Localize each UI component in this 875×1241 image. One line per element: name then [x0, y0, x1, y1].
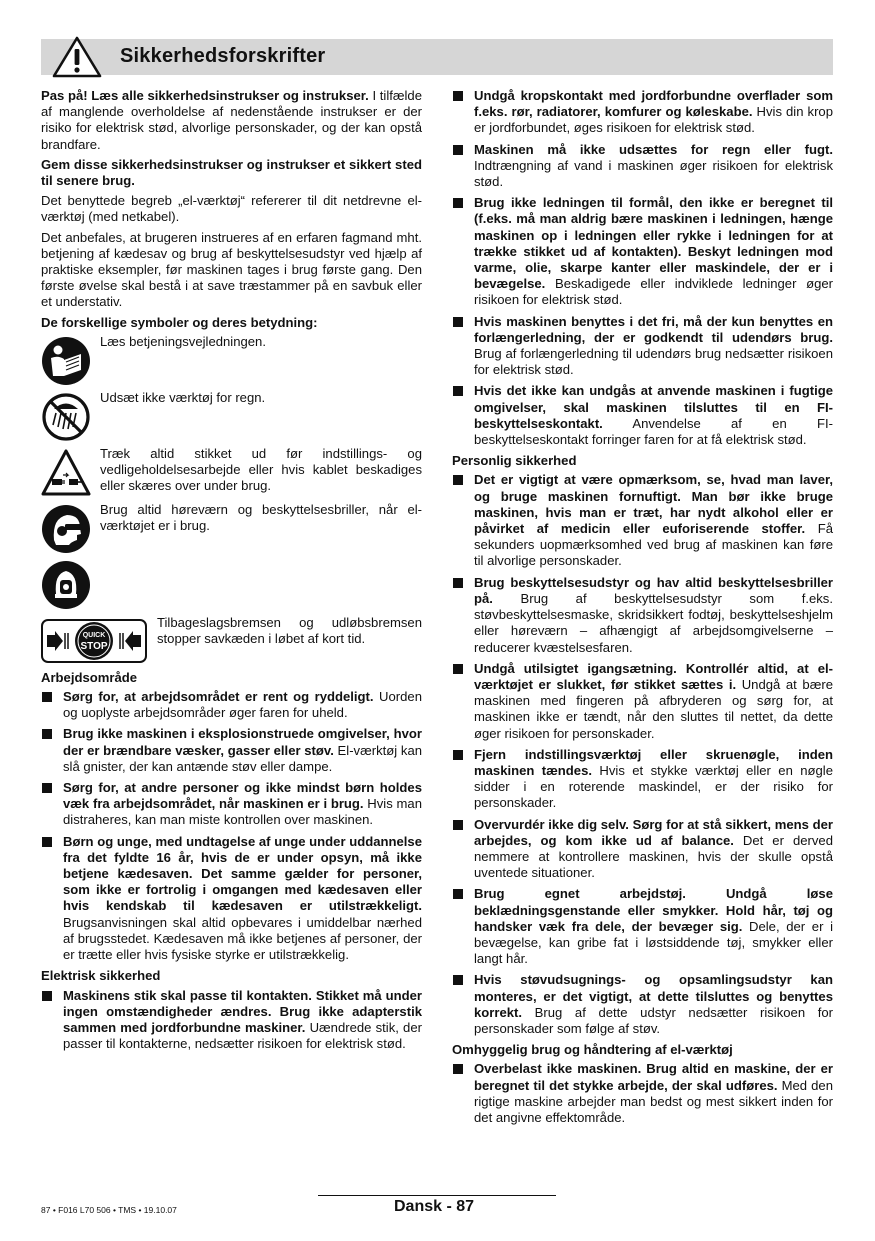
- symbol-text: Tilbageslagsbremsen og udløbsbremsen stopper savkæden i løbet af kort tid.: [157, 614, 422, 647]
- item-lead: Brug ikke ledningen til formål, den ikke er beregnet til (f.eks. må man aldrig bære maskinen i ledningen, hænge maskinen op i ledningen eller rykke i ledningen for at trække stikket ud af kontakten). Beskyt ledningen mod varme, olie, skarpe kanter eller maskindele, der er i bevægelse.: [474, 195, 833, 292]
- list-item: [452, 575, 833, 656]
- page-title: Sikkerhedsforskrifter: [120, 45, 326, 67]
- list-item: [452, 1061, 833, 1126]
- square-bullet-icon: [453, 750, 463, 760]
- ear-eye-protection-icon: [41, 504, 91, 554]
- intro-section: [41, 88, 422, 311]
- symbols-heading: De forskellige symboler og deres betydning:: [41, 314, 318, 330]
- item-text: Beskadigede eller indviklede ledninger øger risikoen for elektrisk stød.: [474, 276, 833, 308]
- square-bullet-icon: [42, 991, 52, 1001]
- item-lead: Brug ikke maskinen i eksplosionstruede omgivelser, hvor der er brændbare væsker, gasser eller støv.: [63, 726, 422, 758]
- intro-paragraph: [41, 193, 422, 225]
- footer-code: 87 • F016 L70 506 • TMS • 19.10.07: [41, 1205, 177, 1215]
- list-item: [452, 314, 833, 379]
- unplug-warning-icon: [41, 448, 91, 498]
- symbol-read-manual: [41, 334, 422, 387]
- item-text: Uændrede stik, der passer til kontakterne, nedsætter risikoen for elektrisk stød.: [63, 1019, 422, 1052]
- symbol-helmet: [41, 558, 422, 611]
- list-item: [452, 88, 833, 137]
- square-bullet-icon: [453, 1064, 463, 1074]
- list-item: [452, 195, 833, 308]
- paragraph-text: Det benyttede begreb „el-værktøj“ refererer til dit netdrevne el-værktøj (med netkabel).: [41, 193, 422, 225]
- warning-triangle-icon: [51, 35, 103, 79]
- symbol-text: Brug altid høreværn og beskyttelsesbriller, når el-værktøjet er i brug.: [100, 501, 422, 534]
- item-lead: Hvis det ikke kan undgås at anvende maskinen i fugtige omgivelser, skal maskinen tilsluttes til en FI-beskyttelseskontakt.: [474, 383, 833, 431]
- item-text: Det er derved nemmere at kontrollere maskinen, hvis der skulle opstå uventede situationer.: [474, 832, 833, 881]
- paragraph-lead: Gem disse sikkerhedsinstrukser og instrukser et sikkert sted til senere brug.: [41, 156, 422, 189]
- work-area-list: [41, 689, 422, 963]
- list-item: [452, 747, 833, 812]
- symbol-text: Udsæt ikke værktøj for regn.: [100, 389, 266, 405]
- square-bullet-icon: [453, 578, 463, 588]
- item-lead: Det er vigtigt at være opmærksom, se, hvad man laver, og bruge maskinen fornuftigt. Man bør ikke bruge maskinen, hvis man er træt, har nydt alkohol eller er påvirket af medicin eller euforiserende stoffer.: [474, 472, 833, 537]
- helmet-icon: [41, 560, 91, 610]
- item-lead: Børn og unge, med undtagelse af unge under uddannelse fra det fyldte 16 år, hvis de er under opsyn, må ikke betjene kædesaven. Det samme gælder for personer, som ikke er fortrolig i omgangen med kædesaven eller hvis kendskab til kædesaven er utilstrækkeligt.: [63, 833, 422, 914]
- item-text: Med den rigtige maskine arbejder man bedst og mest sikkert inden for det angivne effektområde.: [474, 1077, 833, 1125]
- item-text: Anvendelse af en FI-beskyttelseskontakt forringer faren for at få elektrisk stød.: [474, 415, 833, 448]
- item-text: Uorden og uoplyste arbejdsområder øger faren for uheld.: [63, 689, 422, 721]
- quick-stop-bottom: STOP: [80, 640, 108, 652]
- square-bullet-icon: [453, 145, 463, 155]
- square-bullet-icon: [42, 729, 52, 739]
- paragraph-lead: Pas på! Læs alle sikkerhedsinstrukser og instrukser.: [41, 88, 369, 103]
- intro-paragraph: [41, 230, 422, 311]
- item-lead: Overbelast ikke maskinen. Brug altid en maskine, der er beregnet til det stykke arbejde, der skal udføres.: [474, 1061, 833, 1093]
- item-text: Hvis man distraheres, kan man miste kontrollen over maskinen.: [63, 796, 422, 828]
- item-lead: Fjern indstillingsværktøj eller skruenøgle, inden maskinen tændes.: [474, 746, 833, 778]
- symbol-text: Læs betjeningsvejledningen.: [100, 333, 266, 349]
- square-bullet-icon: [453, 198, 463, 208]
- electrical-safety-list: [41, 988, 422, 1053]
- item-text: El-værktøj kan slå gnister, der kan antænde støv eller dampe.: [63, 742, 423, 774]
- item-lead: Hvis maskinen benyttes i det fri, må der kun benyttes en forlængerledning, der er godkendt til udendørs brug.: [474, 313, 833, 345]
- tool-care-list: [452, 1061, 833, 1126]
- symbol-ear-eye-protection: [41, 502, 422, 555]
- list-item: [452, 886, 833, 967]
- list-item: [452, 817, 833, 882]
- list-item: [41, 780, 422, 829]
- item-text: Undgå at bære maskinen med fingeren på afbryderen og sørg for, at maskinen ikke er tændt, når den sluttes til nettet, da dette øger risikoen for personskader.: [474, 676, 833, 741]
- item-lead: Brug egnet arbejdstøj. Undgå løse beklædningsgenstande eller smykker. Hold hår, tøj og handsker væk fra dele, der bevæger sig.: [474, 886, 833, 934]
- no-rain-icon: [41, 392, 91, 442]
- item-lead: Undgå utilsigtet igangsætning. Kontrollér altid, at el-værktøjet er slukket, før stikket sættes i.: [474, 660, 833, 692]
- square-bullet-icon: [453, 386, 463, 396]
- item-text: Få sekunders uopmærksomhed ved brug af maskinen kan føre til alvorlige personskader.: [474, 521, 833, 569]
- intro-paragraph: [41, 88, 422, 153]
- list-item: [452, 972, 833, 1037]
- square-bullet-icon: [453, 664, 463, 674]
- list-item: [41, 689, 422, 721]
- paragraph-text: Det anbefales, at brugeren instrueres af en erfaren fagmand mht. betjening af kædesav og brug af beskyttelsesudstyr ved hjælp af praktiske eksempler, før maskinen tages i brug første gang. Den første øvelse skal bestå i at save træstammer på en savbuk eller et understativ.: [41, 229, 422, 310]
- left-column: [41, 88, 422, 1057]
- list-item: [452, 383, 833, 448]
- square-bullet-icon: [453, 975, 463, 985]
- right-column: [452, 88, 833, 1131]
- quick-stop-icon: [41, 619, 147, 663]
- page-header: [41, 39, 833, 75]
- symbol-quick-stop: [41, 615, 422, 667]
- list-item: [41, 726, 422, 775]
- symbol-no-rain: [41, 390, 422, 443]
- personal-safety-heading: Personlig sikkerhed: [452, 453, 577, 469]
- item-text: Brug af forlængerledning til udendørs brug nedsætter risikoen for elektrisk stød.: [474, 346, 833, 378]
- symbol-text: Træk altid stikket ud før indstillings- og vedligeholdelsesarbejde eller hvis kablet beskadiges eller skæres over under brug.: [100, 445, 422, 494]
- list-item: [452, 472, 833, 569]
- personal-safety-list: [452, 472, 833, 1037]
- quick-stop-top: QUICK: [82, 631, 106, 639]
- item-lead: Maskinen må ikke udsættes for regn eller fugt.: [474, 141, 833, 157]
- square-bullet-icon: [42, 692, 52, 702]
- item-text: Brug af dette udstyr nedsætter risikoen for personskader som følge af støv.: [474, 1004, 833, 1036]
- item-lead: Sørg for, at andre personer og ikke mindst børn holdes væk fra arbejdsområdet, når maskinen er i brug.: [63, 780, 422, 812]
- item-text: Hvis et stykke værktøj eller en nøgle sidder i en roterende maskindel, er der risiko for personskader.: [474, 762, 834, 811]
- item-lead: Overvurdér ikke dig selv. Sørg for at stå sikkert, mens der arbejdes, og kom ikke ud af balance.: [474, 816, 833, 848]
- footer-divider: [318, 1195, 556, 1196]
- item-lead: Hvis støvudsugnings- og opsamlingsudstyr kan monteres, er det vigtigt, at dette tilsluttes og benyttes korrekt.: [474, 972, 833, 1020]
- list-item: [41, 834, 422, 964]
- item-text: Dele, der er i bevægelse, kan gribe fat i løstsiddende tøj, smykker eller langt hår.: [474, 918, 833, 967]
- list-item: [452, 661, 833, 742]
- item-lead: Brug beskyttelsesudstyr og hav altid beskyttelsesbriller på.: [474, 574, 833, 606]
- symbol-unplug: [41, 446, 422, 499]
- item-text: Indtrængning af vand i maskinen øger risikoen for elektrisk stød.: [474, 157, 833, 190]
- square-bullet-icon: [453, 475, 463, 485]
- intro-paragraph: [41, 157, 422, 189]
- list-item: [452, 142, 833, 191]
- footer-page-number: Dansk - 87: [394, 1198, 475, 1215]
- item-text: Brugsanvisningen skal altid opbevares i umiddelbar nærhed af brugsstedet. Kædesaven må ikke betjenes af personer, der er trætte eller hvis fysiske styrke er utilstrækkelig.: [63, 914, 422, 963]
- read-manual-icon: [41, 336, 91, 386]
- square-bullet-icon: [42, 783, 52, 793]
- item-lead: Undgå kropskontakt med jordforbundne overflader som f.eks. rør, radiatorer, komfurer og køleskabe.: [474, 88, 833, 120]
- work-area-heading: Arbejdsområde: [41, 669, 138, 685]
- square-bullet-icon: [42, 837, 52, 847]
- electrical-safety-list-continued: [452, 88, 833, 448]
- square-bullet-icon: [453, 317, 463, 327]
- square-bullet-icon: [453, 820, 463, 830]
- paragraph-text: I tilfælde af manglende overholdelse af nedenstående instrukser er der risiko for elektrisk stød, alvorlige personskader, og der kan opstå brandfare.: [41, 88, 422, 152]
- tool-care-heading: Omhyggelig brug og håndtering af el-værktøj: [452, 1042, 733, 1058]
- electrical-safety-heading: Elektrisk sikkerhed: [41, 968, 161, 984]
- item-lead: Sørg for, at arbejdsområdet er rent og ryddeligt.: [63, 689, 374, 705]
- item-text: Brug af beskyttelsesudstyr som f.eks. støvbeskyttelsesmaske, skridsikkert fodtøj, beskyttelseshjelm eller høreværn – afhængigt af arbejdsomgivelserne – reducerer kvæstelsesfaren.: [474, 590, 833, 655]
- list-item: [41, 988, 422, 1053]
- square-bullet-icon: [453, 889, 463, 899]
- item-text: Hvis din krop er jordforbundet, øges risikoen for elektrisk stød.: [474, 104, 833, 136]
- square-bullet-icon: [453, 91, 463, 101]
- item-lead: Maskinens stik skal passe til kontakten. Stikket må under ingen omstændigheder ændres. Brug ikke adapterstik sammen med jordforbundne maskiner.: [63, 987, 422, 1035]
